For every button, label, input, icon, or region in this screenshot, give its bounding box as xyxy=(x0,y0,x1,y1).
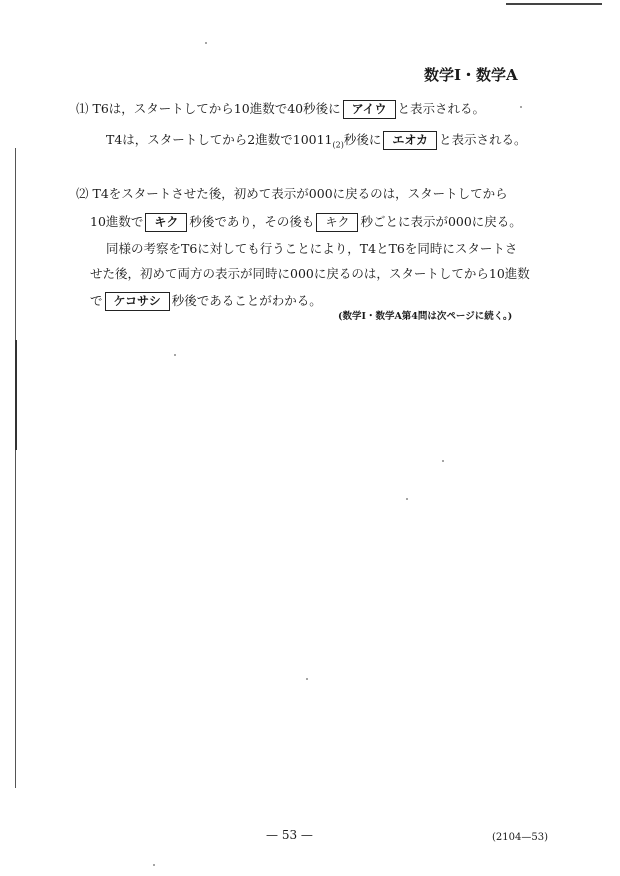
q2-line2-text: 10進数で xyxy=(90,214,144,229)
q2-line1-text: T4をスタートさせた後，初めて表示が000に戻るのは，スタートしてから xyxy=(92,186,508,201)
q1-line1-end: と表示される。 xyxy=(397,101,486,116)
scan-speck xyxy=(442,460,444,462)
scan-speck xyxy=(205,42,207,44)
q1-number: ⑴ xyxy=(76,101,89,116)
scan-speck xyxy=(406,498,408,500)
page-header-title: 数学Ⅰ・数学A xyxy=(424,66,518,84)
scan-edge-mark xyxy=(15,340,17,450)
scan-speck xyxy=(520,106,522,108)
scan-speck xyxy=(153,864,155,866)
base-subscript: (2) xyxy=(332,140,344,150)
answer-box-kekosashi: ケコサシ xyxy=(105,292,170,311)
q1-line2-mid: 秒後に xyxy=(343,132,382,147)
q2-line-3: 同様の考察をT6に対しても行うことにより，T4とT6を同時にスタートさ xyxy=(106,241,518,256)
q2-number: ⑵ xyxy=(76,186,89,201)
continuation-note: (数学Ⅰ・数学A第4問は次ページに続く。) xyxy=(338,311,513,322)
q2-line-1 xyxy=(76,186,508,202)
q2-line-4: せた後，初めて両方の表示が同時に000に戻るのは，スタートしてから10進数 xyxy=(90,266,530,281)
q1-line2-end: と表示される。 xyxy=(439,132,527,147)
exam-code: (2104—53) xyxy=(492,832,548,843)
q2-line-5 xyxy=(90,292,322,311)
q2-line2-end: 秒ごとに表示が000に戻る。 xyxy=(360,214,522,229)
answer-box-kiku: キク xyxy=(145,213,187,232)
q2-line5-end: 秒後であることがわかる。 xyxy=(171,293,322,308)
q1-line2-text: T4は，スタートしてから2進数で10011 xyxy=(106,132,333,147)
q2-line2-mid: 秒後であり，その後も xyxy=(189,214,315,229)
answer-box-aiu: アイウ xyxy=(343,100,396,119)
scan-edge-line xyxy=(15,148,16,788)
top-rule xyxy=(506,3,602,5)
q2-line5-text: で xyxy=(90,293,103,308)
q1-line1-text: T6は，スタートしてから10進数で40秒後に xyxy=(92,101,341,116)
scan-speck xyxy=(174,354,176,356)
q2-line-2 xyxy=(90,213,522,232)
q1-line-1 xyxy=(76,100,485,119)
answer-box-kiku-ref: キク xyxy=(316,213,358,232)
answer-box-eoka: エオカ xyxy=(383,131,437,150)
scan-speck xyxy=(306,678,308,680)
page-number: — 53 — xyxy=(266,828,313,842)
q1-line-2 xyxy=(106,131,527,154)
